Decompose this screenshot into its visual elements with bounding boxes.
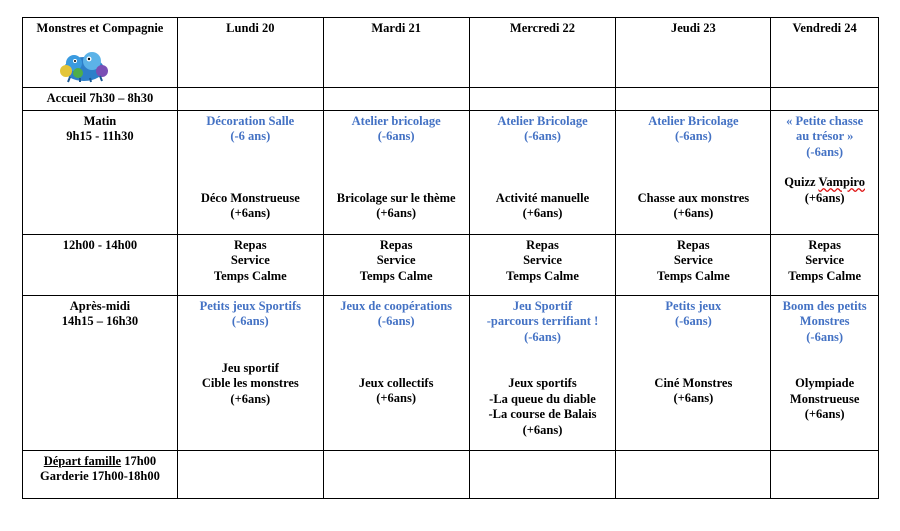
midi-line: Service <box>805 253 845 267</box>
midi-cell-wednesday <box>469 234 616 295</box>
brand-cell <box>23 18 178 88</box>
activity-small-title: Atelier Bricolage <box>497 113 588 128</box>
empty-cell <box>771 88 879 111</box>
activity-big-title <box>774 175 875 191</box>
midi-line: Repas <box>808 237 841 252</box>
activity-big-age: (+6ans) <box>522 422 563 437</box>
empty-cell <box>323 88 469 111</box>
aprem-time: 14h15 – 16h30 <box>61 314 139 328</box>
depart-label-underlined: Départ famille <box>43 453 122 468</box>
activity-small-age: (-6ans) <box>806 329 844 344</box>
activity-small-age: (-6ans) <box>674 129 712 143</box>
monster-logo-icon <box>56 47 112 83</box>
depart-time: 17h00 <box>121 453 157 468</box>
midi-line: Repas <box>677 237 710 252</box>
midi-cell-tuesday <box>323 234 469 295</box>
activity-big-title: Jeu sportif <box>221 360 279 375</box>
activity-big-age: (+6ans) <box>376 391 417 405</box>
activity-small-title: Décoration Salle <box>206 113 295 128</box>
midi-time: 12h00 - 14h00 <box>23 234 178 295</box>
day-header-monday: Lundi 20 <box>177 18 323 88</box>
midi-line: Repas <box>379 237 413 252</box>
activity-big-age: (+6ans) <box>673 391 714 405</box>
day-header-friday: Vendredi 24 <box>771 18 879 88</box>
garderie-label: Garderie 17h00-18h00 <box>40 469 160 483</box>
activity-big-title: Jeux sportifs <box>508 376 577 390</box>
aprem-activity-tuesday <box>323 295 469 450</box>
activity-small-title: Boom des petits <box>782 298 867 313</box>
aprem-activity-friday <box>771 295 879 450</box>
activity-big-title: Olympiade <box>795 376 855 390</box>
aprem-activity-monday <box>177 295 323 450</box>
activity-big-title: Déco Monstrueuse <box>200 190 300 205</box>
activity-small-title-2: Monstres <box>799 314 850 328</box>
matin-label-cell <box>23 110 178 234</box>
activity-small-title: Atelier bricolage <box>351 113 441 128</box>
midi-line: Repas <box>233 237 267 252</box>
midi-line: Temps Calme <box>788 268 862 283</box>
activity-small-age: (-6ans) <box>377 129 415 143</box>
depart-label-cell <box>23 450 178 498</box>
activity-big-title-2: Monstrueuse <box>789 391 860 406</box>
day-header-tuesday: Mardi 21 <box>323 18 469 88</box>
activity-big-title: Activité manuelle <box>495 190 590 205</box>
midi-line: Service <box>523 253 562 267</box>
depart-row <box>23 450 879 498</box>
midi-line: Temps Calme <box>656 268 730 283</box>
empty-cell <box>177 88 323 111</box>
activity-small-title: Jeu Sportif <box>512 298 573 313</box>
midi-cell-monday <box>177 234 323 295</box>
empty-cell <box>177 450 323 498</box>
activity-small-age: (-6 ans) <box>230 129 271 143</box>
midi-line: Temps Calme <box>506 268 579 283</box>
activity-big-line: -La queue du diable <box>489 391 596 406</box>
midi-row <box>23 234 879 295</box>
aprem-activity-wednesday <box>469 295 616 450</box>
activity-big-title: Bricolage sur le thème <box>336 190 456 205</box>
activity-small-title: « Petite chasse <box>786 113 864 128</box>
midi-line: Temps Calme <box>213 268 287 283</box>
activity-big-age: (+6ans) <box>230 206 271 220</box>
matin-activity-tuesday <box>323 110 469 234</box>
activity-big-title: Jeux collectifs <box>358 375 434 390</box>
empty-cell <box>616 88 771 111</box>
midi-line: Repas <box>526 237 559 252</box>
day-header-wednesday: Mercredi 22 <box>469 18 616 88</box>
activity-small-age: (-6ans) <box>524 129 561 143</box>
aprem-row <box>23 295 879 450</box>
matin-label: Matin <box>83 113 117 128</box>
aprem-label-cell <box>23 295 178 450</box>
empty-cell <box>323 450 469 498</box>
empty-cell <box>469 450 616 498</box>
midi-line: Service <box>376 253 416 267</box>
accueil-label: Accueil 7h30 – 8h30 <box>23 88 178 111</box>
activity-small-title: Petits jeux Sportifs <box>199 298 301 313</box>
activity-small-age: (-6ans) <box>377 314 415 328</box>
activity-big-title: Ciné Monstres <box>654 375 733 390</box>
activity-big-line: -La course de Balais <box>488 407 597 421</box>
activity-big-title: Chasse aux monstres <box>637 190 750 205</box>
activity-big-age: (+6ans) <box>673 206 714 220</box>
activity-small-age: (-6ans) <box>806 144 844 159</box>
activity-big-age: (+6ans) <box>522 206 563 220</box>
activity-big-age: (+6ans) <box>230 391 271 406</box>
activity-small-title-2: au trésor » <box>795 129 854 143</box>
activity-big-age: (+6ans) <box>376 206 417 220</box>
midi-cell-thursday <box>616 234 771 295</box>
activity-big-age: (+6ans) <box>804 190 845 205</box>
activity-big-title-2: Cible les monstres <box>201 376 299 390</box>
activity-small-title: Atelier Bricolage <box>648 113 739 128</box>
header-row <box>23 18 879 88</box>
activity-small-age: (-6ans) <box>674 314 712 328</box>
midi-cell-friday <box>771 234 879 295</box>
activity-big-word: Vampiro <box>818 175 865 189</box>
page-title: Monstres et Compagnie <box>36 21 164 35</box>
activity-small-title: Jeux de coopérations <box>340 298 453 313</box>
day-header-thursday: Jeudi 23 <box>616 18 771 88</box>
activity-big-age: (+6ans) <box>804 407 845 421</box>
activity-small-age: (-6ans) <box>524 329 561 344</box>
activity-small-age: (-6ans) <box>231 314 269 328</box>
midi-line: Temps Calme <box>359 268 433 283</box>
matin-activity-friday <box>771 110 879 234</box>
midi-line: Service <box>673 253 713 267</box>
activity-small-title-2: -parcours terrifiant ! <box>486 314 599 328</box>
matin-activity-wednesday <box>469 110 616 234</box>
aprem-activity-thursday <box>616 295 771 450</box>
weekly-schedule-table <box>22 17 879 499</box>
empty-cell <box>771 450 879 498</box>
activity-big-prefix: Quizz <box>784 175 819 189</box>
aprem-label: Après-midi <box>69 298 131 313</box>
activity-small-title: Petits jeux <box>665 298 722 313</box>
matin-row <box>23 110 879 234</box>
empty-cell <box>616 450 771 498</box>
accueil-row <box>23 88 879 111</box>
matin-activity-monday <box>177 110 323 234</box>
midi-line: Service <box>230 253 270 267</box>
empty-cell <box>469 88 616 111</box>
matin-activity-thursday <box>616 110 771 234</box>
depart-label <box>26 454 174 470</box>
matin-time: 9h15 - 11h30 <box>66 129 134 143</box>
